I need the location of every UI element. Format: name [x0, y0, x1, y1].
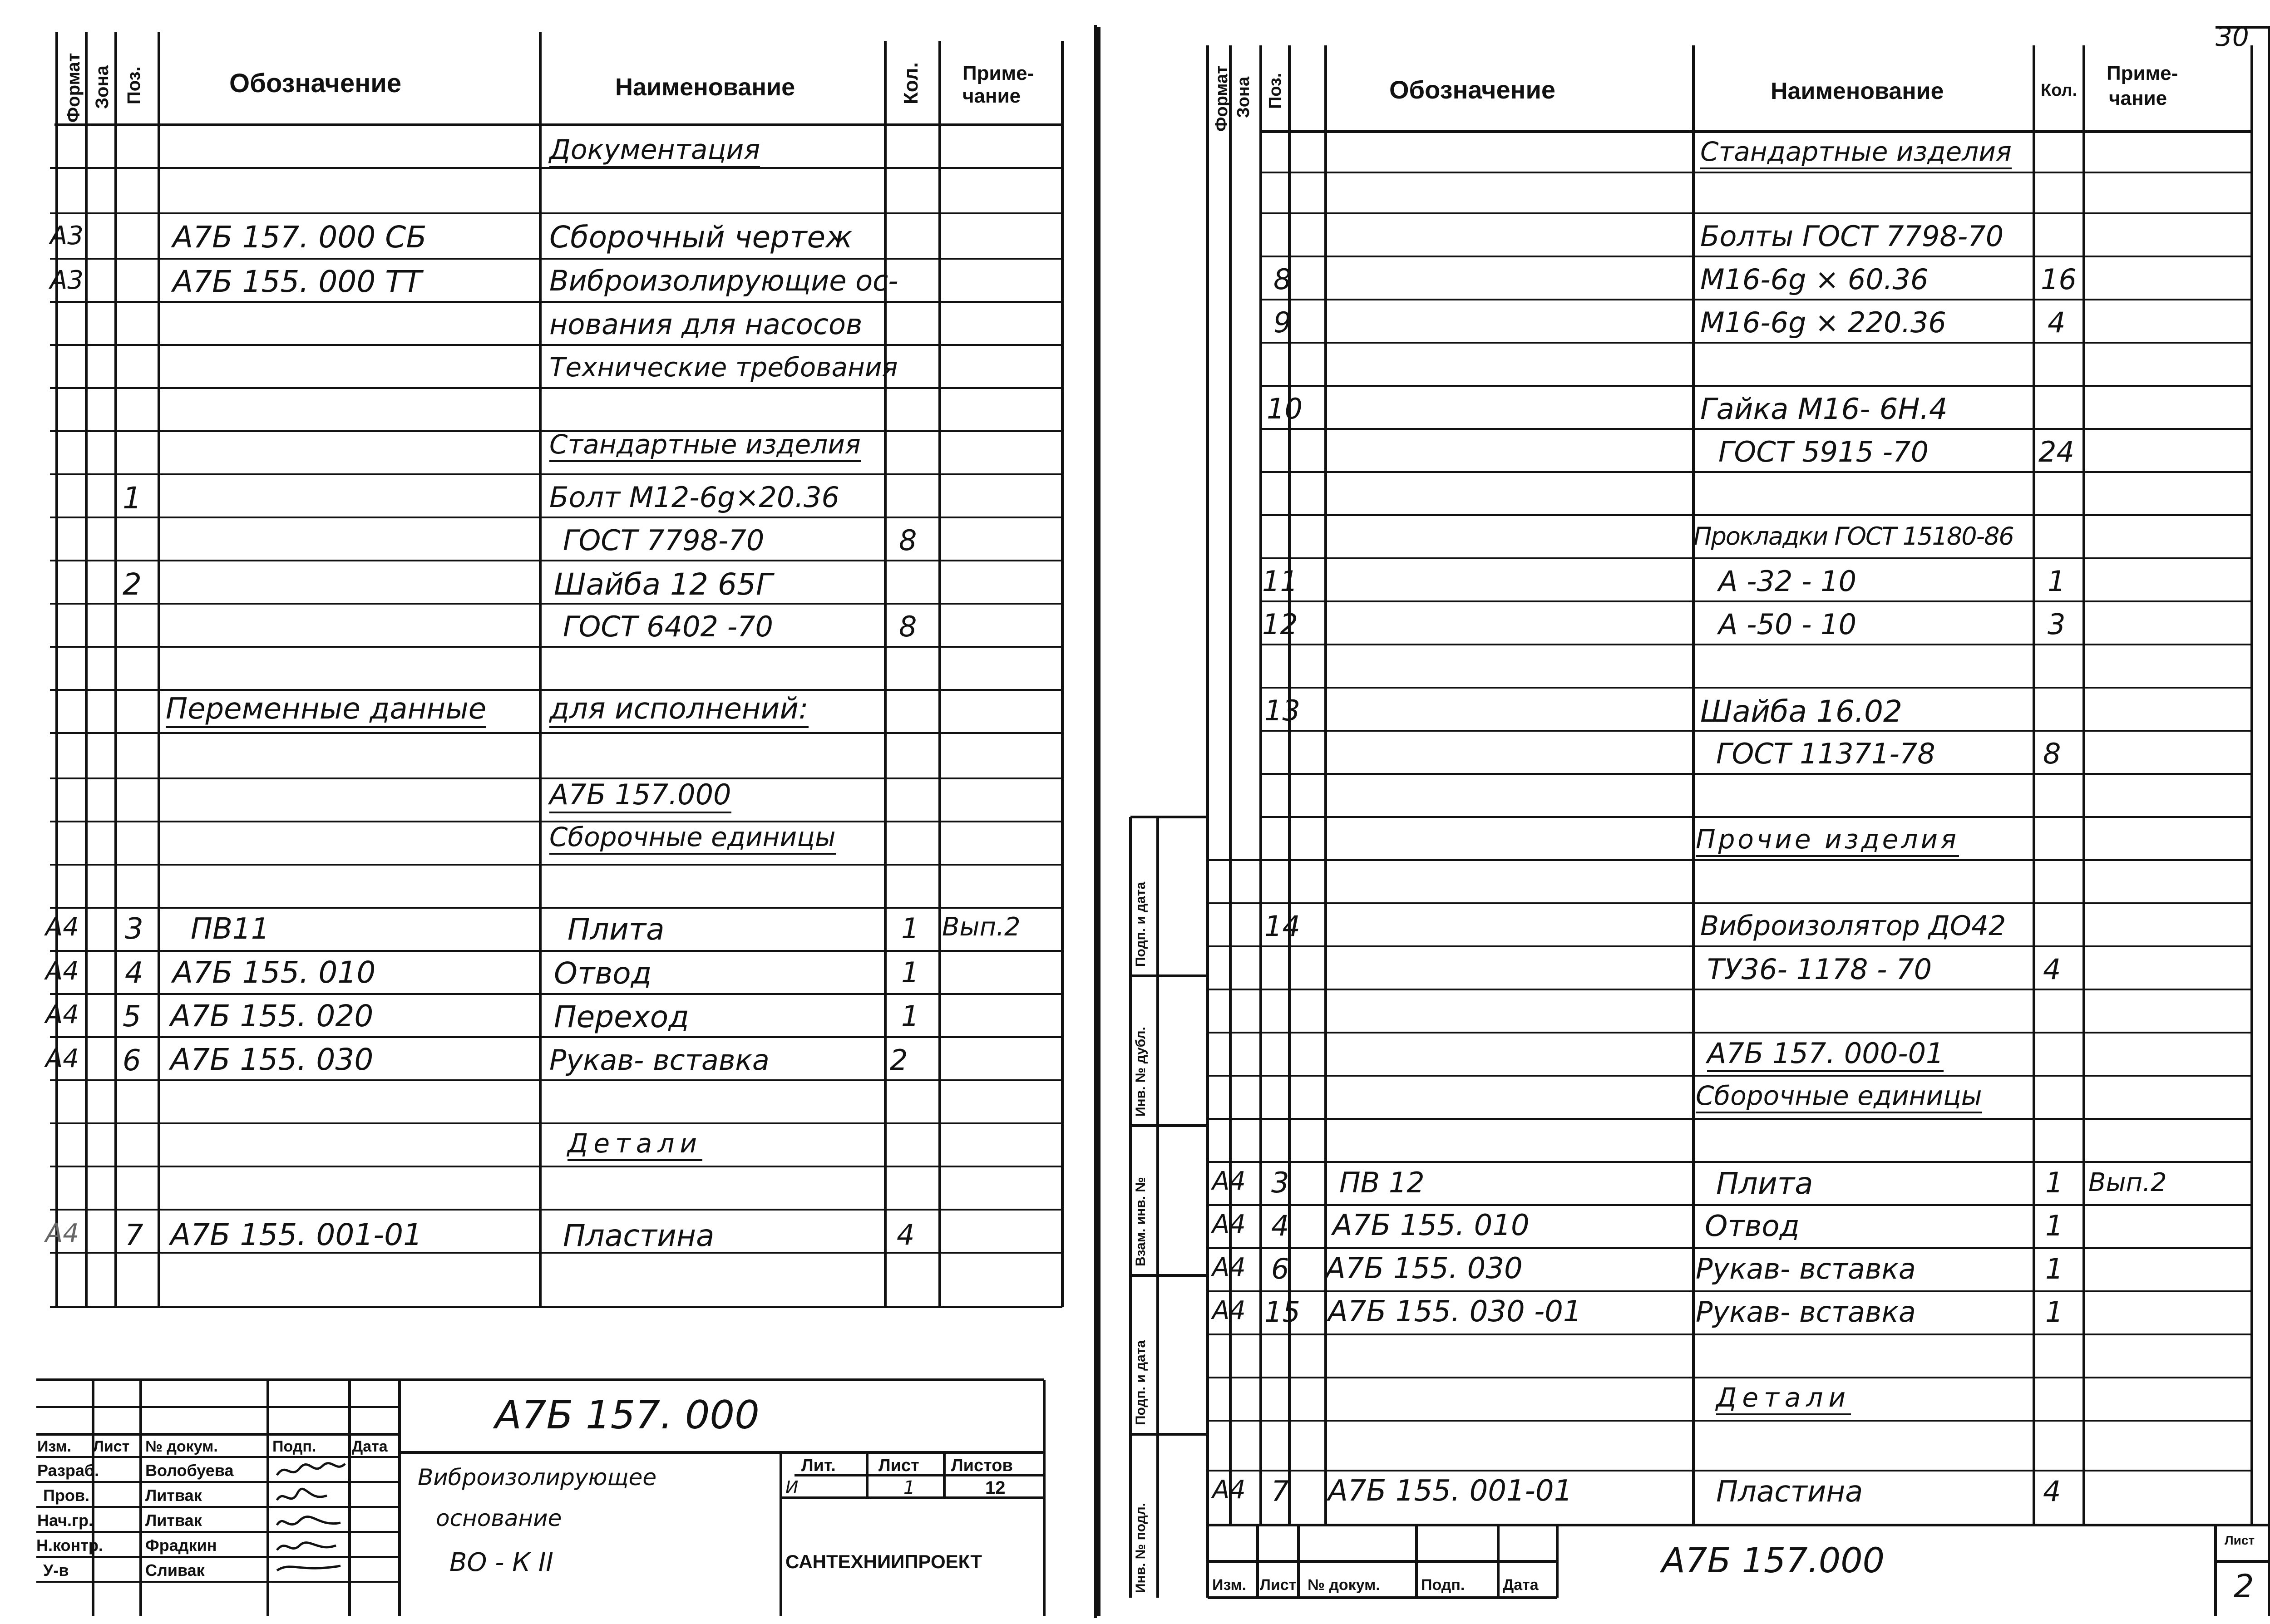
row-name: А -32 - 10: [1718, 565, 1857, 598]
header-note-line2: чание: [962, 85, 1021, 107]
row-designation: А7Б 155. 010: [173, 955, 376, 990]
role-person: Волобуева: [145, 1461, 234, 1480]
role-label: Н.контр.: [36, 1536, 103, 1555]
row-variable-data-name: для исполнений:: [549, 694, 809, 728]
row-name: Болты ГОСТ 7798-70: [1700, 220, 2004, 253]
header-designation: Обозначение: [1389, 75, 1556, 104]
row-qty: 8: [899, 524, 917, 557]
row-qty: 1: [2045, 1252, 2063, 1285]
row-name: Технические требования: [549, 352, 898, 383]
row-name: Сборочный чертеж: [549, 220, 853, 255]
title-col-sign: Подп.: [1421, 1576, 1465, 1594]
row-designation: А7Б 155. 030: [1326, 1252, 1523, 1285]
row-designation: А7Б 155. 030: [170, 1042, 374, 1077]
row-name: Пластина: [1716, 1475, 1863, 1509]
row-name: М16-6g × 60.36: [1700, 263, 1929, 296]
row-section-details: Детали: [568, 1130, 702, 1161]
role-label: У-в: [43, 1561, 69, 1580]
header-name: Наименование: [615, 74, 795, 101]
row-name: Рукав- вставка: [1696, 1295, 1916, 1329]
row-format: А3: [50, 266, 84, 295]
title-col-doc: № докум.: [1308, 1576, 1380, 1594]
row-format: А4: [45, 1044, 79, 1073]
header-qty: Кол.: [900, 62, 922, 104]
row-note: Вып.2: [942, 912, 1021, 942]
row-name: Прокладки ГОСТ 15180-86: [1693, 522, 2013, 551]
row-name: Рукав- вставка: [1696, 1252, 1916, 1285]
role-person: Сливак: [145, 1561, 205, 1580]
row-pos: 4: [125, 956, 143, 990]
row-name: Гайка М16- 6Н.4: [1700, 393, 1948, 426]
row-qty: 1: [2045, 1209, 2063, 1242]
row-name: Плита: [568, 912, 665, 947]
side-stamp-podp-data-2: Подп. и дата: [1133, 1340, 1148, 1425]
row-name: А -50 - 10: [1718, 608, 1857, 641]
header-pos: Поз.: [124, 66, 144, 104]
header-pos: Поз.: [1266, 73, 1285, 109]
row-section-standard: Стандартные изделия: [1700, 138, 2012, 169]
row-pos: 12: [1262, 608, 1298, 641]
row-qty: 4: [897, 1218, 915, 1251]
header-format: Формат: [1212, 65, 1231, 132]
row-pos: 2: [123, 567, 142, 602]
row-name: Рукав- вставка: [549, 1043, 770, 1077]
row-pos: 1: [123, 481, 142, 516]
row-format: А4: [1212, 1296, 1246, 1325]
row-pos: 8: [1273, 263, 1292, 296]
organization-name: САНТЕХНИИПРОЕКТ: [785, 1551, 982, 1572]
row-designation: А7Б 155. 020: [170, 999, 374, 1033]
row-section-assembly: Сборочные единицы: [1696, 1083, 1982, 1113]
row-name: ТУ36- 1178 - 70: [1707, 953, 1932, 986]
row-qty: 4: [2043, 1475, 2061, 1508]
header-format: Формат: [64, 53, 84, 123]
sheet-label: Лист: [878, 1456, 919, 1475]
row-pos: 3: [125, 912, 143, 946]
row-name: нования для насосов: [549, 308, 863, 341]
sheet-value: 2: [2234, 1568, 2254, 1605]
row-qty: 8: [899, 610, 917, 643]
row-pos: 3: [1271, 1166, 1289, 1199]
row-qty: 16: [2041, 263, 2077, 296]
row-designation: ПВ 12: [1339, 1166, 1425, 1199]
row-pos: 5: [123, 1000, 141, 1033]
title-line-2: основание: [436, 1505, 562, 1531]
row-designation: А7Б 155. 000 ТТ: [173, 264, 422, 299]
row-name: Шайба 12 65Г: [554, 567, 773, 602]
row-pos: 9: [1273, 306, 1292, 339]
row-format: А4: [1212, 1253, 1246, 1282]
row-qty: 3: [2048, 608, 2066, 641]
row-note: Вып.2: [2088, 1168, 2167, 1197]
row-name: Виброизолирующие ос-: [549, 264, 898, 297]
title-line-1: Виброизолирующее: [418, 1464, 657, 1491]
row-qty: 2: [890, 1043, 908, 1077]
row-qty: 1: [901, 999, 919, 1033]
row-qty: 1: [2048, 565, 2066, 598]
spec-sheet-1: [0, 0, 1126, 1624]
row-pos: 6: [1271, 1252, 1289, 1285]
header-zone: Зона: [1234, 76, 1253, 118]
row-name: Болт М12-6g×20.36: [549, 481, 839, 514]
title-block-code: А7Б 157. 000: [495, 1393, 760, 1438]
row-variant-code: А7Б 157. 000-01: [1707, 1039, 1944, 1072]
row-format: А3: [50, 221, 84, 251]
row-variable-data-label: Переменные данные: [166, 694, 486, 728]
row-qty: 1: [901, 956, 919, 989]
row-section-standard: Стандартные изделия: [549, 431, 861, 462]
title-col-list: Лист: [93, 1438, 130, 1455]
row-pos: 15: [1264, 1295, 1300, 1329]
row-format: А4: [1212, 1166, 1246, 1196]
row-name: Переход: [554, 999, 689, 1034]
side-stamp-podp-data: Подп. и дата: [1133, 881, 1148, 967]
title-col-izm: Изм.: [37, 1438, 72, 1455]
row-pos: 7: [1271, 1475, 1289, 1508]
row-section-assembly: Сборочные единицы: [549, 824, 836, 855]
row-pos: 11: [1262, 565, 1298, 598]
row-format: А4: [45, 912, 79, 942]
role-label: Пров.: [43, 1486, 89, 1505]
header-zone: Зона: [92, 65, 112, 109]
header-designation: Обозначение: [229, 69, 402, 98]
row-qty: 8: [2043, 737, 2061, 770]
row-qty: 4: [2043, 953, 2061, 986]
row-name: Виброизолятор ДО42: [1700, 910, 2006, 942]
role-label: Нач.гр.: [37, 1511, 94, 1530]
row-pos: 6: [123, 1044, 141, 1078]
row-pos: 13: [1264, 694, 1300, 727]
page-divider: [1094, 25, 1097, 1618]
row-designation: ПВ11: [191, 912, 270, 946]
row-qty: 4: [2048, 306, 2066, 339]
row-format: А4: [45, 1000, 79, 1029]
row-designation: А7Б 155. 010: [1332, 1209, 1530, 1242]
side-stamp-vzam: Взам. инв. №: [1133, 1177, 1148, 1266]
sheet2-grid-lines: [1126, 0, 2270, 1624]
row-qty: 1: [901, 912, 919, 945]
row-name: М16-6g × 220.36: [1700, 306, 1946, 339]
row-qty: 1: [2045, 1166, 2063, 1199]
row-designation: А7Б 155. 001-01: [170, 1217, 423, 1252]
title-line-3: ВО - К II: [449, 1548, 553, 1577]
title-col-date: Дата: [352, 1438, 388, 1455]
row-format: А4: [45, 1219, 79, 1248]
header-note-line1: Приме-: [962, 62, 1034, 84]
row-designation: А7Б 157. 000 СБ: [173, 220, 427, 255]
lit-label: Лит.: [801, 1456, 836, 1475]
header-note-line2: чание: [2109, 87, 2167, 109]
side-stamp-inv-dubl: Инв. № дубл.: [1133, 1027, 1148, 1117]
row-name: Отвод: [554, 956, 652, 991]
title-col-list: Лист: [1260, 1576, 1297, 1594]
row-name: Шайба 16.02: [1700, 694, 1902, 729]
role-person: Литвак: [145, 1511, 202, 1530]
row-designation: А7Б 155. 030 -01: [1328, 1295, 1582, 1329]
row-pos: 10: [1267, 392, 1303, 425]
row-name: ГОСТ 11371-78: [1716, 737, 1935, 770]
side-stamp-inv-podl: Инв. № подл.: [1133, 1502, 1148, 1593]
signature-scribbles: [272, 1457, 350, 1575]
row-format: А4: [1212, 1210, 1246, 1239]
row-pos: 14: [1264, 910, 1300, 943]
row-section-documentation: Документация: [549, 136, 760, 168]
row-name: ГОСТ 7798-70: [563, 524, 765, 557]
row-qty: 1: [2045, 1295, 2063, 1329]
sheets-label: Листов: [951, 1456, 1013, 1475]
row-format: А4: [45, 956, 79, 986]
row-section-other: Прочие изделия: [1696, 826, 1959, 857]
title-col-doc: № докум.: [145, 1438, 218, 1455]
row-pos: 4: [1271, 1209, 1289, 1242]
row-variant-code: А7Б 157.000: [549, 781, 731, 813]
row-name: Плита: [1716, 1166, 1813, 1201]
row-name: ГОСТ 5915 -70: [1718, 435, 1929, 468]
spec-sheet-2: [1126, 0, 2270, 1624]
row-name: Отвод: [1705, 1210, 1800, 1243]
row-format: А4: [1212, 1475, 1246, 1505]
sheet-value: 1: [903, 1477, 915, 1498]
title-col-date: Дата: [1503, 1576, 1539, 1594]
title-block-code: А7Б 157.000: [1662, 1540, 1885, 1580]
row-section-details: Детали: [1716, 1384, 1851, 1415]
role-person: Фрадкин: [145, 1536, 217, 1555]
role-label: Разраб.: [37, 1461, 99, 1480]
sheets-value: 12: [985, 1478, 1006, 1498]
title-col-sign: Подп.: [272, 1438, 316, 1455]
header-qty: Кол.: [2041, 81, 2078, 100]
title-col-izm: Изм.: [1212, 1576, 1247, 1594]
row-pos: 7: [125, 1219, 143, 1252]
role-person: Литвак: [145, 1486, 202, 1505]
sheet-label: Лист: [2225, 1533, 2255, 1547]
header-note-line1: Приме-: [2107, 62, 2178, 84]
lit-value: И: [785, 1477, 799, 1497]
row-name: Пластина: [563, 1218, 715, 1253]
page-number: 30: [2216, 21, 2249, 52]
row-name: ГОСТ 6402 -70: [563, 610, 773, 643]
header-name: Наименование: [1771, 78, 1944, 104]
row-qty: 24: [2038, 435, 2074, 468]
row-designation: А7Б 155. 001-01: [1328, 1474, 1573, 1508]
